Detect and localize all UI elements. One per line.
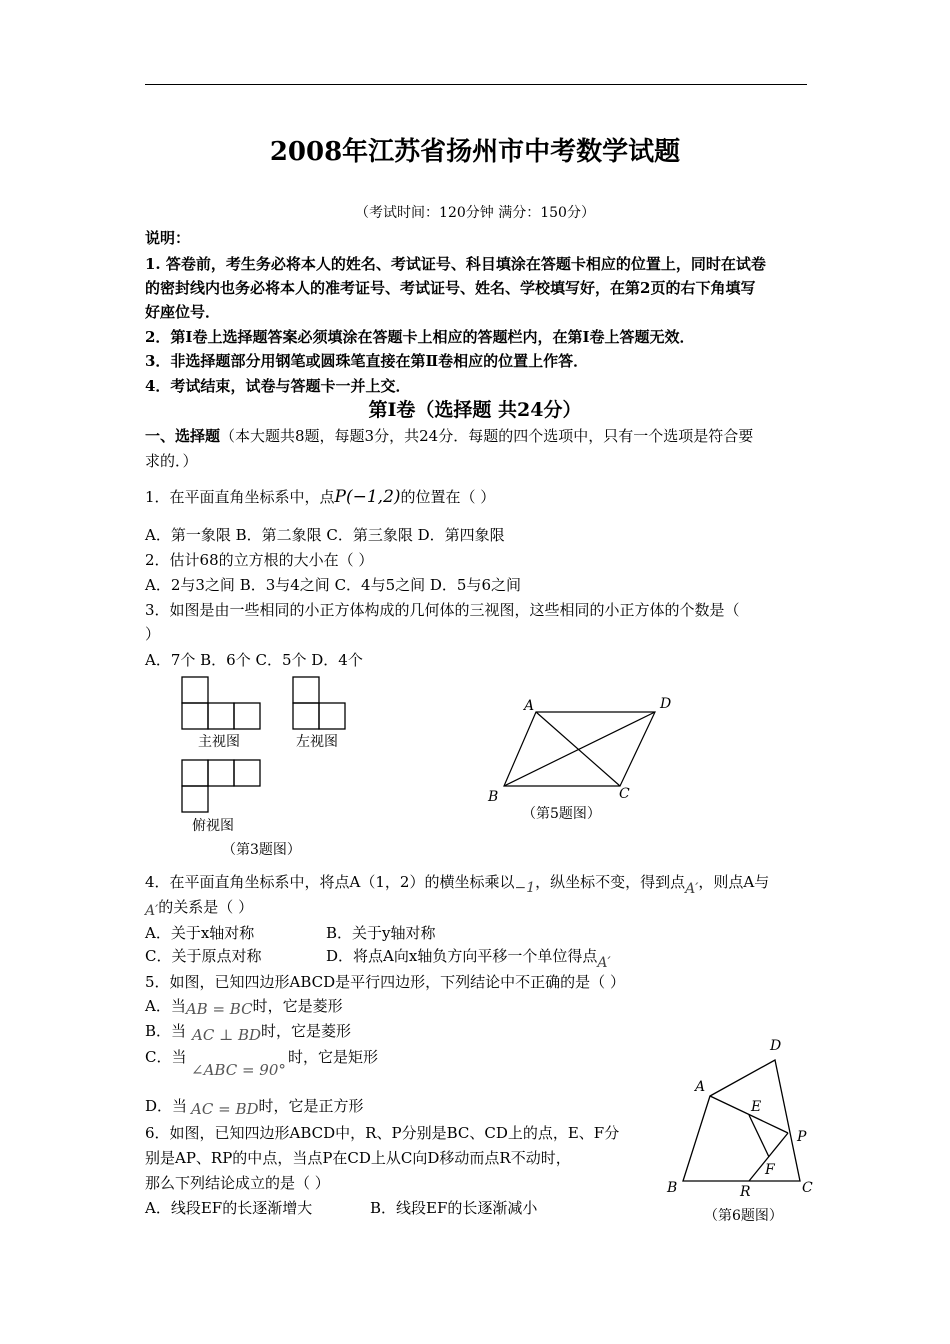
neg-one: −1 [514,880,536,896]
left-view-cell [293,677,319,703]
diagonal-ac [536,712,620,786]
vertex-a-label: A [695,1079,706,1095]
left-view-cell [319,703,345,729]
question-4-line-1: 4．在平面直角坐标系中，将点A（1，2）的横坐标乘以−1，纵坐标不变，得到点A′，则点A与 [145,873,770,897]
section-title: 第Ⅰ卷（选择题 共24分） [368,399,582,421]
question-4-option-a: A．关于x轴对称 [145,924,255,942]
question-2-options: A．2与3之间 B．3与4之间 C．4与5之间 D．5与6之间 [145,576,522,594]
question-4-option-b: B．关于y轴对称 [326,924,436,942]
segment-ef [749,1115,769,1157]
question-3-stem: 3．如图是由一些相同的小正方体构成的几何体的三视图，这些相同的小正方体的个数是（ [145,601,740,619]
section-desc-2: 求的．） [145,452,198,470]
figure-3-caption: （第3题图） [222,842,301,858]
front-view-cell [208,703,234,729]
question-5-stem: 5．如图，已知四边形ABCD是平行四边形，下列结论中不正确的是（ ） [145,973,625,991]
question-1-options: A．第一象限 B．第二象限 C．第三象限 D．第四象限 [145,526,505,544]
section-intro [145,425,753,446]
top-view-cell [182,786,208,812]
vertex-d-label: D [770,1038,782,1054]
instruction-line: 1. 答卷前，考生务必将本人的姓名、考试证号、科目填涂在答题卡相应的位置上，同时在试卷 [145,255,766,273]
exam-info: （考试时间：120分钟 满分：150分） [355,205,595,221]
point-p-label: P [797,1129,807,1145]
diagonal-bd [504,712,655,786]
question-5-option-c-math: ∠ABC = 90° [191,1061,286,1079]
question-2-stem: 2．估计68的立方根的大小在（ ） [145,551,374,569]
front-view-cell [182,703,208,729]
question-3-stem-2: ） [145,625,161,643]
question-5-option-c-text: 时，它是矩形 [288,1048,379,1066]
point-r-label: R [740,1184,751,1200]
figure-3-three-views [170,670,370,865]
question-3-options: A．7个 B．6个 C．5个 D．4个 [145,651,363,669]
question-1-stem: 1．在平面直角坐标系中，点P(−1,2)的位置在（ ） [145,487,496,507]
top-rule [145,84,807,85]
top-view-label: 俯视图 [192,818,234,834]
section-desc: （本大题共8题，每题3分，共24分．每题的四个选项中，只有一个选项是符合要 [220,427,754,445]
instruction-line: 3．非选择题部分用钢笔或圆珠笔直接在第Ⅱ卷相应的位置上作答． [145,352,589,370]
top-view-cell [208,760,234,786]
question-4-option-c: C．关于原点对称 [145,947,262,965]
question-5-option-b: B．当 AC ⊥ BD时，它是菱形 [145,1022,352,1044]
instruction-line: 的密封线内也务必将本人的准考证号、考试证号、姓名、学校填写好，在第2页的右下角填写 [145,279,756,297]
question-6-option-a: A．线段EF的长逐渐增大 [145,1199,313,1217]
left-view-cell [293,703,319,729]
point-e-label: E [751,1099,762,1115]
q1-math: P(−1,2) [334,487,401,507]
a-prime: A′ [685,881,699,897]
front-view-cell [234,703,260,729]
figure-5-caption: （第5题图） [522,806,601,822]
question-4-line-2: A′的关系是（ ） [145,898,254,919]
instructions-heading: 说明： [145,229,191,247]
page-title: 2008年江苏省扬州市中考数学试题 [269,137,681,167]
question-6-option-b: B．线段EF的长逐渐减小 [370,1199,538,1217]
front-view-cell [182,677,208,703]
figure-5-parallelogram [475,690,690,825]
question-5-option-a: A．当AB = BC时，它是菱形 [145,997,343,1018]
question-4-option-d: D．将点A向x轴负方向平移一个单位得点A′ [326,947,611,971]
front-view-label: 主视图 [198,734,240,750]
segment-ap [710,1096,788,1133]
question-6-line-1: 6．如图，已知四边形ABCD中，R、P分别是BC、CD上的点，E、F分 [145,1124,620,1142]
vertex-b-label: B [488,789,499,805]
vertex-c-label: C [619,786,630,802]
question-6-line-2: 别是AP、RP的中点，当点P在CD上从C向D移动而点R不动时， [145,1149,571,1167]
vertex-a-label: A [524,698,535,714]
question-5-option-d: D．当 AC = BD时，它是正方形 [145,1097,364,1118]
point-f-label: F [765,1162,775,1178]
instruction-line: 好座位号． [145,303,221,321]
question-6-line-3: 那么下列结论成立的是（ ） [145,1174,330,1192]
question-5-option-c-label: C．当 [145,1048,187,1066]
figure-6-caption: （第6题图） [704,1208,783,1224]
top-view-cell [182,760,208,786]
instruction-line: 2．第Ⅰ卷上选择题答案必须填涂在答题卡上相应的答题栏内，在第Ⅰ卷上答题无效． [145,328,695,346]
section-label: 一、选择题 [145,427,221,445]
vertex-d-label: D [660,696,672,712]
left-view-label: 左视图 [296,734,338,750]
vertex-c-label: C [802,1180,813,1196]
vertex-b-label: B [667,1180,678,1196]
instruction-line: 4．考试结束，试卷与答题卡一并上交． [145,377,411,395]
figure-6-quadrilateral [660,1030,825,1230]
top-view-cell [234,760,260,786]
